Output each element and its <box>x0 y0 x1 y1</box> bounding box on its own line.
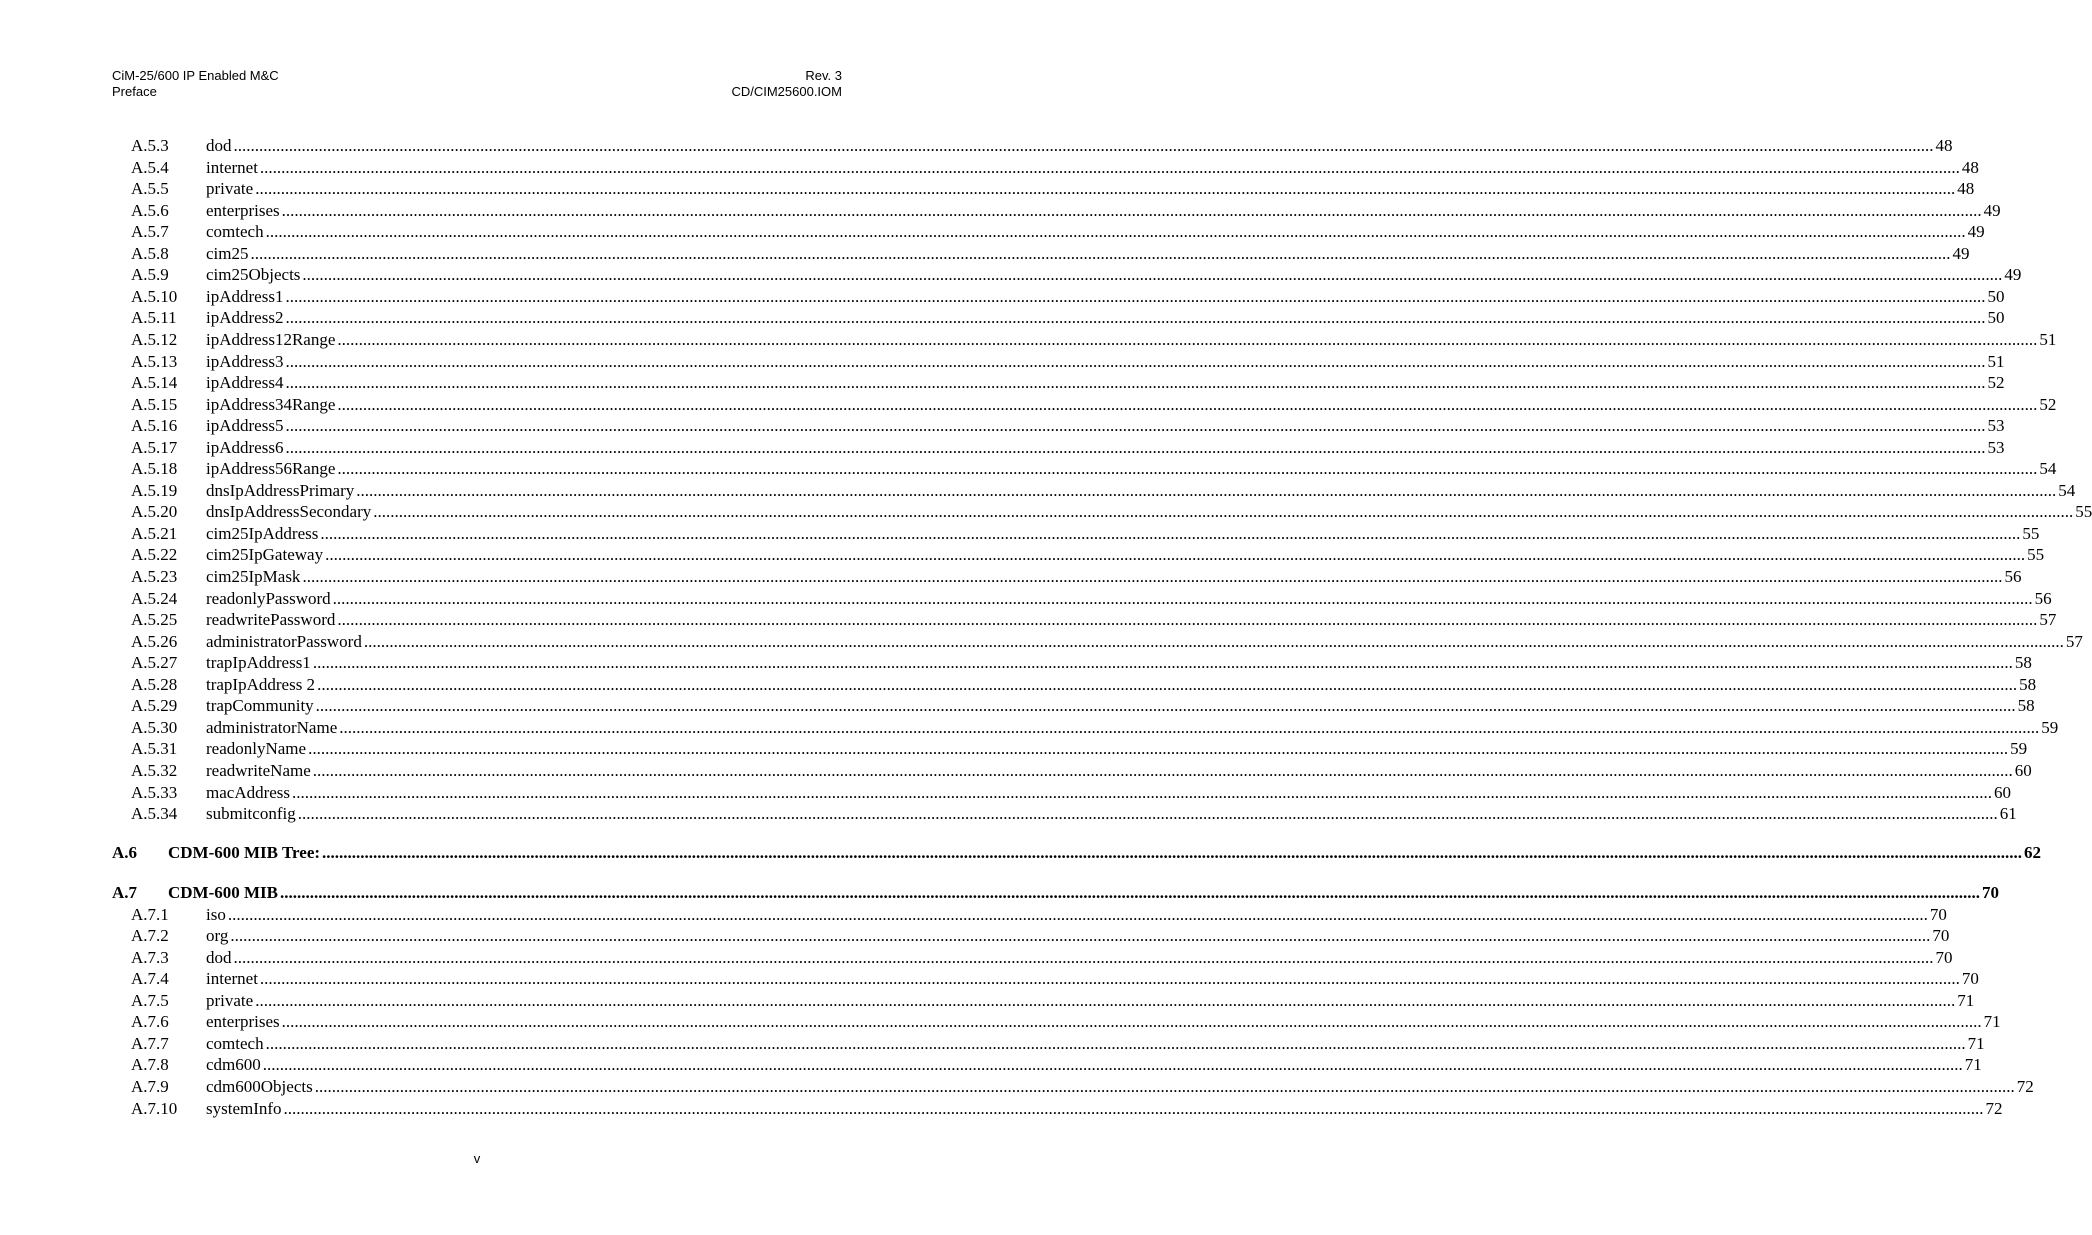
dot-leader: ................................................................................................................................................................................................................................................................................................................................................................................................................ <box>325 545 2026 565</box>
toc-entry[interactable] <box>0 947 1953 968</box>
toc-entry-title-line <box>168 842 2042 863</box>
toc-entry-title: dod <box>206 947 232 967</box>
toc-entry-number: A.7.8 <box>131 1055 169 1075</box>
toc-entry-number: A.7.9 <box>131 1076 169 1096</box>
toc-entry-title-line <box>206 609 2057 630</box>
toc-entry[interactable] <box>0 717 2059 738</box>
toc-entry-page: 56 <box>2004 567 2022 586</box>
toc-entry[interactable] <box>0 480 2076 501</box>
toc-entry-title: macAddress <box>206 782 291 802</box>
dot-leader: ................................................................................................................................................................................................................................................................................................................................................................................................................ <box>317 674 2018 694</box>
document-code: CD/CIM25600.IOM <box>731 84 842 99</box>
toc-entry-number: A.5.20 <box>131 502 178 522</box>
toc-entry-title-line <box>206 523 2040 544</box>
toc-entry-title: dnsIpAddressPrimary <box>206 480 355 500</box>
toc-entry-number: A.5.31 <box>131 739 178 759</box>
toc-entry-title: systemInfo <box>206 1098 282 1118</box>
toc-entry-title: comtech <box>206 222 264 242</box>
dot-leader: ................................................................................................................................................................................................................................................................................................................................................................................................................ <box>373 502 2074 522</box>
toc-entry-number: A.7.7 <box>131 1033 169 1053</box>
dot-leader: ................................................................................................................................................................................................................................................................................................................................................................................................................ <box>262 1055 1963 1075</box>
toc-entry-number: A.7.5 <box>131 990 169 1010</box>
toc-entry-page: 58 <box>2019 674 2037 694</box>
toc-entry-page: 59 <box>2010 739 2028 759</box>
toc-entry-title: cim25IpMask <box>206 567 301 586</box>
toc-entry[interactable] <box>0 264 2022 285</box>
toc-entry-page: 70 <box>1932 926 1950 946</box>
toc-entry-title-line <box>206 738 2028 759</box>
toc-entry-page: 71 <box>1983 1012 2001 1032</box>
dot-leader: ................................................................................................................................................................................................................................................................................................................................................................................................................ <box>285 437 1986 457</box>
toc-entry-title-line <box>206 135 1953 156</box>
toc-entry-number: A.5.30 <box>131 717 178 737</box>
toc-entry-page: 52 <box>2039 394 2057 414</box>
toc-entry[interactable] <box>0 135 1953 156</box>
toc-entry-number: A.7 <box>112 883 138 902</box>
dot-leader: ................................................................................................................................................................................................................................................................................................................................................................................................................ <box>250 243 1951 263</box>
toc-entry[interactable] <box>0 609 2057 630</box>
toc-entry[interactable] <box>0 674 2037 695</box>
toc-entry-title-line <box>206 803 2017 824</box>
toc-entry-title: internet <box>206 969 258 989</box>
toc-entry-page: 70 <box>1935 947 1953 967</box>
dot-leader: ................................................................................................................................................................................................................................................................................................................................................................................................................ <box>285 351 1986 371</box>
toc-entry-page: 57 <box>2065 631 2083 651</box>
toc-entry-title-line <box>206 566 2022 587</box>
revision-label: Rev. 3 <box>805 68 842 83</box>
toc-entry[interactable] <box>0 243 1970 264</box>
toc-entry-title-line <box>206 200 2001 221</box>
toc-entry-number: A.5.29 <box>131 696 178 716</box>
toc-entry-page: 49 <box>1952 243 1970 263</box>
toc-entry-number: A.5.26 <box>131 631 178 651</box>
toc-entry-title-line <box>206 394 2057 415</box>
toc-entry[interactable] <box>0 1011 2001 1032</box>
toc-entry[interactable] <box>0 631 2083 652</box>
toc-entry-title-line <box>206 925 1950 946</box>
toc-entry[interactable] <box>0 566 2022 587</box>
toc-entry-page: 60 <box>1994 782 2012 802</box>
dot-leader: ................................................................................................................................................................................................................................................................................................................................................................................................................ <box>332 588 2033 608</box>
toc-entry-title-line <box>206 501 2092 522</box>
dot-leader: ................................................................................................................................................................................................................................................................................................................................................................................................................ <box>363 631 2064 651</box>
toc-entry-page: 49 <box>1983 200 2001 220</box>
toc-entry-title-line <box>206 437 2005 458</box>
toc-entry-title-line <box>206 652 2032 673</box>
toc-entry-title: enterprises <box>206 200 280 220</box>
toc-entry-title: ipAddress34Range <box>206 394 336 414</box>
dot-leader: ................................................................................................................................................................................................................................................................................................................................................................................................................ <box>283 1098 1984 1118</box>
toc-entry-page: 61 <box>1999 804 2017 824</box>
dot-leader: ................................................................................................................................................................................................................................................................................................................................................................................................................ <box>259 157 1960 177</box>
toc-entry-page: 71 <box>1967 1033 1985 1053</box>
toc-entry[interactable] <box>0 372 2005 393</box>
dot-leader: ................................................................................................................................................................................................................................................................................................................................................................................................................ <box>339 717 2040 737</box>
toc-entry-title: comtech <box>206 1033 264 1053</box>
toc-entry-number: A.5.6 <box>131 200 169 220</box>
toc-entry[interactable] <box>0 803 2017 824</box>
toc-entry-number: A.6 <box>112 843 138 862</box>
toc-entry-number: A.5.13 <box>131 351 178 371</box>
toc-entry-title: trapIpAddress1 <box>206 653 311 673</box>
toc-entry-number: A.5.25 <box>131 610 178 630</box>
toc-entry[interactable] <box>0 782 2012 803</box>
toc-entry[interactable] <box>0 286 2005 307</box>
dot-leader: ................................................................................................................................................................................................................................................................................................................................................................................................................ <box>227 904 1928 924</box>
toc-entry[interactable] <box>0 1033 1985 1054</box>
toc-entry-title-line <box>206 947 1953 968</box>
toc-entry-page: 62 <box>2024 843 2042 862</box>
toc-entry-title-line <box>206 695 2035 716</box>
toc-entry-page: 54 <box>2039 459 2057 479</box>
dot-leader: ................................................................................................................................................................................................................................................................................................................................................................................................................ <box>337 394 2038 414</box>
toc-entry-page: 71 <box>1964 1055 1982 1075</box>
dot-leader: ................................................................................................................................................................................................................................................................................................................................................................................................................ <box>255 179 1956 199</box>
toc-entry-title-line <box>206 1098 2003 1119</box>
toc-entry-number: A.5.18 <box>131 459 178 479</box>
toc-entry-title-line <box>206 782 2012 803</box>
toc-entry-title: ipAddress3 <box>206 351 284 371</box>
toc-entry-title-line <box>206 264 2022 285</box>
dot-leader: ................................................................................................................................................................................................................................................................................................................................................................................................................ <box>302 567 2003 586</box>
toc-entry-title: CDM-600 MIB <box>168 883 279 902</box>
toc-entry[interactable] <box>0 351 2005 372</box>
toc-entry-number: A.5.27 <box>131 653 178 673</box>
toc-entry-title-line <box>206 544 2045 565</box>
dot-leader: ................................................................................................................................................................................................................................................................................................................................................................................................................ <box>337 610 2038 630</box>
toc-entry[interactable] <box>0 157 1979 178</box>
toc-entry-title-line <box>206 1076 2034 1097</box>
toc-entry-title-line <box>206 329 2057 350</box>
toc-entry-title: private <box>206 179 254 199</box>
toc-entry-page: 72 <box>2016 1076 2034 1096</box>
toc-entry-page: 72 <box>1985 1098 2003 1118</box>
toc-entry-page: 50 <box>1987 308 2005 328</box>
toc-entry-page: 60 <box>2014 760 2032 780</box>
dot-leader: ................................................................................................................................................................................................................................................................................................................................................................................................................ <box>308 739 2009 759</box>
toc-entry[interactable] <box>0 1098 2003 1119</box>
toc-entry-title: ipAddress2 <box>206 308 284 328</box>
dot-leader: ................................................................................................................................................................................................................................................................................................................................................................................................................ <box>312 760 2013 780</box>
toc-entry-number: A.5.8 <box>131 243 169 263</box>
toc-entry-title: submitconfig <box>206 804 296 824</box>
toc-entry-page: 71 <box>1957 990 1975 1010</box>
toc-entry-title: org <box>206 926 229 946</box>
toc-entry-page: 70 <box>1929 904 1947 924</box>
toc-entry-page: 55 <box>2075 502 2092 522</box>
dot-leader: ................................................................................................................................................................................................................................................................................................................................................................................................................ <box>230 926 1931 946</box>
toc-entry-title: readwriteName <box>206 760 311 780</box>
dot-leader: ................................................................................................................................................................................................................................................................................................................................................................................................................ <box>292 782 1993 802</box>
toc-entry-title: readonlyName <box>206 739 307 759</box>
dot-leader: ................................................................................................................................................................................................................................................................................................................................................................................................................ <box>297 804 1998 824</box>
toc-entry-page: 50 <box>1987 286 2005 306</box>
toc-section-entry[interactable] <box>0 882 2000 903</box>
toc-entry-page: 55 <box>2022 523 2040 543</box>
toc-entry[interactable] <box>0 307 2005 328</box>
toc-entry-number: A.5.3 <box>131 136 169 155</box>
dot-leader: ................................................................................................................................................................................................................................................................................................................................................................................................................ <box>233 947 1934 967</box>
dot-leader: ................................................................................................................................................................................................................................................................................................................................................................................................................ <box>285 308 1986 328</box>
toc-entry-page: 70 <box>1961 969 1979 989</box>
toc-entry-title: readonlyPassword <box>206 588 331 608</box>
toc-entry[interactable] <box>0 588 2052 609</box>
toc-entry[interactable] <box>0 1076 2034 1097</box>
toc-entry-title-line <box>206 588 2052 609</box>
toc-entry[interactable] <box>0 695 2035 716</box>
toc-entry-title: cdm600Objects <box>206 1076 313 1096</box>
toc-entry-title-line <box>206 631 2083 652</box>
toc-entry-number: A.5.7 <box>131 222 169 242</box>
toc-entry-title: ipAddress12Range <box>206 329 336 349</box>
dot-leader: ................................................................................................................................................................................................................................................................................................................................................................................................................ <box>322 843 2023 862</box>
toc-entry-title: internet <box>206 157 258 177</box>
dot-leader: ................................................................................................................................................................................................................................................................................................................................................................................................................ <box>265 1033 1966 1053</box>
dot-leader: ................................................................................................................................................................................................................................................................................................................................................................................................................ <box>302 265 2003 285</box>
toc-entry-title: cim25IpAddress <box>206 523 319 543</box>
toc-entry-title: ipAddress4 <box>206 373 284 393</box>
toc-entry[interactable] <box>0 904 1947 925</box>
toc-entry-number: A.5.33 <box>131 782 178 802</box>
dot-leader: ................................................................................................................................................................................................................................................................................................................................................................................................................ <box>259 969 1960 989</box>
toc-entry-page: 53 <box>1987 416 2005 436</box>
toc-entry-number: A.7.4 <box>131 969 169 989</box>
document-title: CiM-25/600 IP Enabled M&C <box>112 68 279 83</box>
toc-entry-page: 48 <box>1935 136 1953 155</box>
toc-entry-title: CDM-600 MIB Tree: <box>168 843 321 862</box>
toc-entry-title-line <box>206 415 2005 436</box>
dot-leader: ................................................................................................................................................................................................................................................................................................................................................................................................................ <box>337 459 2038 479</box>
toc-entry-title-line <box>206 458 2057 479</box>
dot-leader: ................................................................................................................................................................................................................................................................................................................................................................................................................ <box>233 136 1934 155</box>
toc-entry[interactable] <box>0 968 1979 989</box>
dot-leader: ................................................................................................................................................................................................................................................................................................................................................................................................................ <box>281 1012 1982 1032</box>
toc-entry-page: 54 <box>2058 480 2076 500</box>
dot-leader: ................................................................................................................................................................................................................................................................................................................................................................................................................ <box>280 883 1981 902</box>
toc-entry-number: A.5.9 <box>131 265 169 285</box>
dot-leader: ................................................................................................................................................................................................................................................................................................................................................................................................................ <box>356 480 2057 500</box>
toc-entry-page: 49 <box>1967 222 1985 242</box>
toc-entry-title-line <box>206 221 1985 242</box>
toc-entry-page: 49 <box>2004 265 2022 285</box>
toc-entry-title-line <box>206 990 1975 1011</box>
toc-entry-number: A.5.12 <box>131 329 178 349</box>
toc-entry-title-line <box>206 1033 1985 1054</box>
toc-entry-title: dnsIpAddressSecondary <box>206 502 372 522</box>
toc-entry-title-line <box>206 1054 1982 1075</box>
toc-entry-title: cim25 <box>206 243 249 263</box>
toc-entry[interactable] <box>0 760 2032 781</box>
dot-leader: ................................................................................................................................................................................................................................................................................................................................................................................................................ <box>315 696 2016 716</box>
toc-entry-page: 51 <box>2039 329 2057 349</box>
toc-entry-number: A.5.14 <box>131 373 178 393</box>
toc-entry-number: A.5.19 <box>131 480 178 500</box>
toc-entry-title-line <box>206 307 2005 328</box>
toc-entry-number: A.5.10 <box>131 286 178 306</box>
dot-leader: ................................................................................................................................................................................................................................................................................................................................................................................................................ <box>255 990 1956 1010</box>
toc-entry[interactable] <box>0 221 1985 242</box>
toc-entry-number: A.5.21 <box>131 523 178 543</box>
toc-entry-title-line <box>206 178 1975 199</box>
toc-entry-title: private <box>206 990 254 1010</box>
toc-entry-page: 70 <box>1982 883 2000 902</box>
toc-entry-number: A.5.32 <box>131 760 178 780</box>
toc-entry-number: A.5.5 <box>131 179 169 199</box>
dot-leader: ................................................................................................................................................................................................................................................................................................................................................................................................................ <box>285 416 1986 436</box>
toc-entry-title-line <box>168 882 2000 903</box>
dot-leader: ................................................................................................................................................................................................................................................................................................................................................................................................................ <box>285 286 1986 306</box>
section-name: Preface <box>112 84 157 99</box>
toc-entry-title-line <box>206 480 2076 501</box>
toc-entry-number: A.5.15 <box>131 394 178 414</box>
toc-entry-page: 48 <box>1961 157 1979 177</box>
toc-entry-title-line <box>206 1011 2001 1032</box>
toc-entry-title-line <box>206 904 1947 925</box>
toc-entry-page: 56 <box>2034 588 2052 608</box>
toc-entry-title-line <box>206 760 2032 781</box>
toc-entry[interactable] <box>0 458 2057 479</box>
toc-entry-page: 58 <box>2014 653 2032 673</box>
toc-entry-page: 55 <box>2027 545 2045 565</box>
dot-leader: ................................................................................................................................................................................................................................................................................................................................................................................................................ <box>314 1076 2015 1096</box>
dot-leader: ................................................................................................................................................................................................................................................................................................................................................................................................................ <box>312 653 2013 673</box>
dot-leader: ................................................................................................................................................................................................................................................................................................................................................................................................................ <box>265 222 1966 242</box>
dot-leader: ................................................................................................................................................................................................................................................................................................................................................................................................................ <box>320 523 2021 543</box>
toc-entry-number: A.7.3 <box>131 947 169 967</box>
page-number: v <box>473 1151 481 1166</box>
toc-entry-number: A.5.28 <box>131 674 178 694</box>
toc-entry-title: trapCommunity <box>206 696 314 716</box>
toc-entry-title-line <box>206 372 2005 393</box>
toc-entry[interactable] <box>0 990 1975 1011</box>
toc-entry-title: ipAddress6 <box>206 437 284 457</box>
toc-entry-number: A.7.6 <box>131 1012 169 1032</box>
toc-entry-page: 58 <box>2017 696 2035 716</box>
toc-entry-title: administratorName <box>206 717 338 737</box>
toc-entry[interactable] <box>0 925 1950 946</box>
toc-entry-title: iso <box>206 904 226 924</box>
toc-entry-number: A.5.11 <box>131 308 177 328</box>
toc-entry-title: administratorPassword <box>206 631 362 651</box>
dot-leader: ................................................................................................................................................................................................................................................................................................................................................................................................................ <box>281 200 1982 220</box>
toc-entry-title-line <box>206 968 1979 989</box>
toc-entry-number: A.5.23 <box>131 567 178 586</box>
toc-entry-title: trapIpAddress 2 <box>206 674 316 694</box>
toc-entry-title: ipAddress5 <box>206 416 284 436</box>
dot-leader: ................................................................................................................................................................................................................................................................................................................................................................................................................ <box>337 329 2038 349</box>
toc-entry[interactable] <box>0 652 2032 673</box>
toc-entry-number: A.7.2 <box>131 926 169 946</box>
toc-entry-number: A.5.22 <box>131 545 178 565</box>
toc-entry-title: enterprises <box>206 1012 280 1032</box>
dot-leader: ................................................................................................................................................................................................................................................................................................................................................................................................................ <box>285 373 1986 393</box>
toc-entry-page: 57 <box>2039 610 2057 630</box>
toc-entry-number: A.7.1 <box>131 904 169 924</box>
toc-entry-number: A.5.17 <box>131 437 178 457</box>
toc-entry[interactable] <box>0 394 2057 415</box>
toc-entry-number: A.7.10 <box>131 1098 178 1118</box>
toc-entry-title: cdm600 <box>206 1055 261 1075</box>
toc-entry-page: 48 <box>1957 179 1975 199</box>
toc-entry-title-line <box>206 157 1979 178</box>
toc-entry-page: 52 <box>1987 373 2005 393</box>
toc-entry-title-line <box>206 674 2037 695</box>
toc-entry-title-line <box>206 243 1970 264</box>
toc-entry-number: A.5.34 <box>131 804 178 824</box>
toc-entry-title-line <box>206 351 2005 372</box>
toc-entry-title: ipAddress1 <box>206 286 284 306</box>
toc-entry[interactable] <box>0 329 2057 350</box>
toc-entry-number: A.5.16 <box>131 416 178 436</box>
toc-entry[interactable] <box>0 1054 1982 1075</box>
toc-entry-title: readwritePassword <box>206 610 336 630</box>
toc-entry[interactable] <box>0 200 2001 221</box>
toc-entry[interactable] <box>0 523 2040 544</box>
toc-entry-page: 53 <box>1987 437 2005 457</box>
toc-entry-title: dod <box>206 136 232 155</box>
toc-entry[interactable] <box>0 738 2028 759</box>
toc-entry[interactable] <box>0 501 2092 522</box>
toc-entry[interactable] <box>0 415 2005 436</box>
toc-section-entry[interactable] <box>0 842 2042 863</box>
toc-entry[interactable] <box>0 178 1975 199</box>
toc-entry-page: 51 <box>1987 351 2005 371</box>
toc-entry-number: A.5.24 <box>131 588 178 608</box>
toc-entry-page: 59 <box>2041 717 2059 737</box>
toc-entry[interactable] <box>0 437 2005 458</box>
toc-entry-number: A.5.4 <box>131 157 169 177</box>
toc-entry-title: cim25IpGateway <box>206 545 324 565</box>
toc-entry-title: cim25Objects <box>206 265 301 285</box>
toc-entry[interactable] <box>0 544 2045 565</box>
toc-entry-title: ipAddress56Range <box>206 459 336 479</box>
toc-entry-title-line <box>206 717 2059 738</box>
toc-entry-title-line <box>206 286 2005 307</box>
